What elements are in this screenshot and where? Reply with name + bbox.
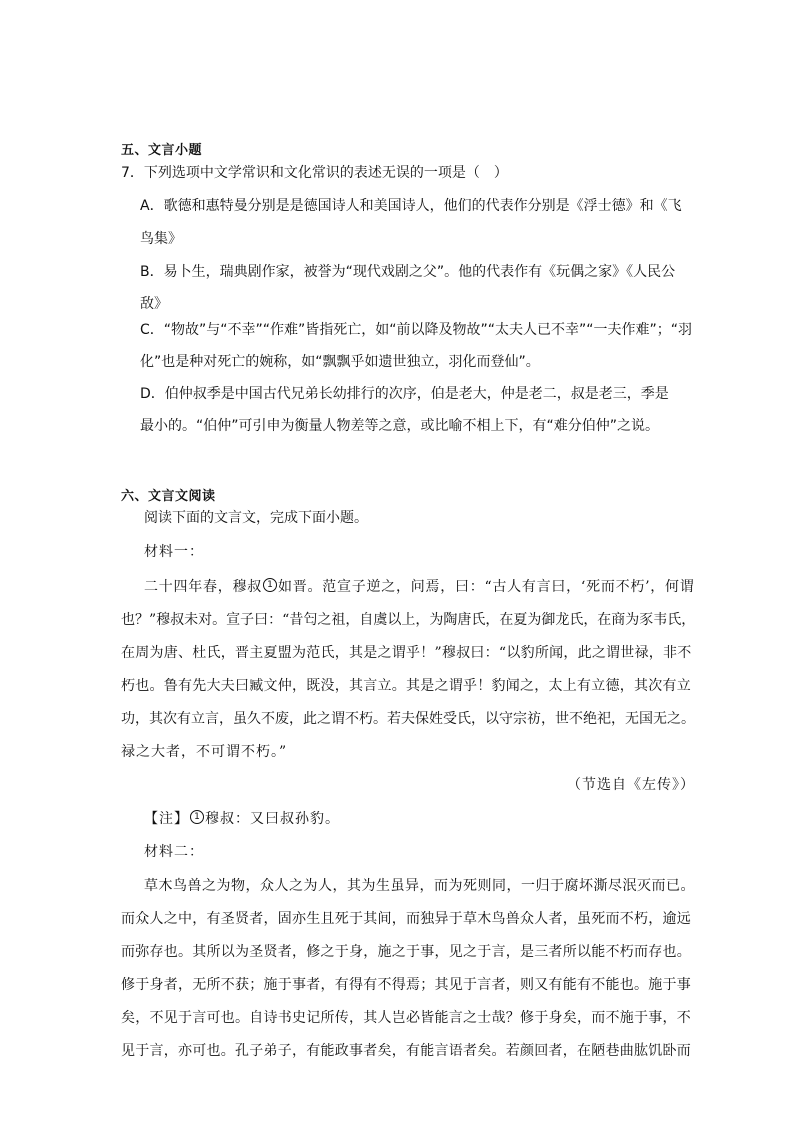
option-c-line1: C．“物故”与“不幸”“作难”皆指死亡，如“前以降及物故”“太夫人已不幸”“一夫作难”；“羽 (140, 322, 693, 338)
note-mark-ref: 1 (190, 810, 204, 824)
material-1-line-6: 禄之大者，不可谓不朽。” (121, 744, 288, 760)
material-1-note (144, 809, 340, 829)
option-b-line2: 敌》 (140, 296, 168, 312)
material-2-label: 材料二： (144, 844, 204, 860)
question-7: 7．下列选项中文学常识和文化常识的表述无误的一项是（ ） (121, 165, 508, 181)
option-d-line2: 最小的。“伯仲”可引申为衡量人物差等之意，或比喻不相上下，有“难分伯仲”之说。 (140, 418, 660, 434)
option-a-line2: 鸟集》 (140, 231, 182, 247)
section-title-6: 六、文言文阅读 (121, 489, 216, 504)
material-1-text-a: 二十四年春，穆叔 (144, 579, 262, 595)
material-1-label: 材料一： (144, 544, 204, 560)
option-b-line1: B．易卜生，瑞典剧作家，被誉为“现代戏剧之父”。他的代表作有《玩偶之家》《人民公 (140, 264, 676, 280)
option-c-line2: 化”也是种对死亡的婉称，如“飘飘乎如遗世独立，羽化而登仙”。 (140, 354, 540, 370)
material-2-line-5: 矣，不见于言可也。自诗书史记所传，其人岂必皆能言之士哉？修于身矣，而不施于事，不 (121, 1010, 691, 1026)
note-tag: 【注】 (144, 811, 189, 827)
note-text: 穆叔：又曰叔孙豹。 (205, 811, 340, 827)
material-1-line-2: 也？”穆叔未对。宣子曰：“昔匄之祖，自虞以上，为陶唐氏，在夏为御龙氏，在商为豕韦氏， (121, 612, 696, 628)
material-1-text-b: 如晋。范宣子逆之，问焉，曰：“古人有言曰，‘死而不朽’，何谓 (278, 579, 695, 595)
material-1-line-4: 朽也。鲁有先大夫曰臧文仲，既没，其言立。其是之谓乎！豹闻之，太上有立德，其次有立 (121, 678, 691, 694)
option-d-line1: D．伯仲叔季是中国古代兄弟长幼排行的次序，伯是老大，仲是老二，叔是老三，季是 (140, 386, 669, 402)
material-2-line-1: 草木鸟兽之为物，众人之为人，其为生虽异，而为死则同，一归于腐坏澌尽泯灭而已。 (144, 878, 695, 894)
material-2-line-3: 而弥存也。其所以为圣贤者，修之于身，施之于事，见之于言，是三者所以能不朽而存也。 (121, 944, 691, 960)
material-2-line-2: 而众人之中，有圣贤者，固亦生且死于其间，而独异于草木鸟兽众人者，虽死而不朽，逾远 (121, 911, 691, 927)
material-1-line-5: 功，其次有立言，虽久不废，此之谓不朽。若夫保姓受氏，以守宗祊，世不绝祀，无国无之。 (121, 711, 695, 727)
reading-instruction: 阅读下面的文言文，完成下面小题。 (144, 510, 368, 526)
material-2-line-6: 见于言，亦可也。孔子弟子，有能政事者矣，有能言语者矣。若颜回者，在陋巷曲肱饥卧而 (121, 1043, 691, 1059)
material-2-line-4: 修于身者，无所不获；施于事者，有得有不得焉；其见于言者，则又有能有不能也。施于事 (121, 977, 691, 993)
material-1-line-3: 在周为唐、杜氏，晋主夏盟为范氏，其是之谓乎！”穆叔曰：“以豹所闻，此之谓世禄，非不 (121, 645, 692, 661)
material-1-source: （节选自《左传》） (567, 777, 695, 793)
section-title-5: 五、文言小题 (121, 143, 203, 158)
material-1-line-1 (144, 577, 695, 597)
note-mark-1: 1 (263, 578, 277, 592)
option-a-line1: A．歌德和惠特曼分别是是德国诗人和美国诗人，他们的代表作分别是《浮士德》和《飞 (140, 198, 682, 214)
